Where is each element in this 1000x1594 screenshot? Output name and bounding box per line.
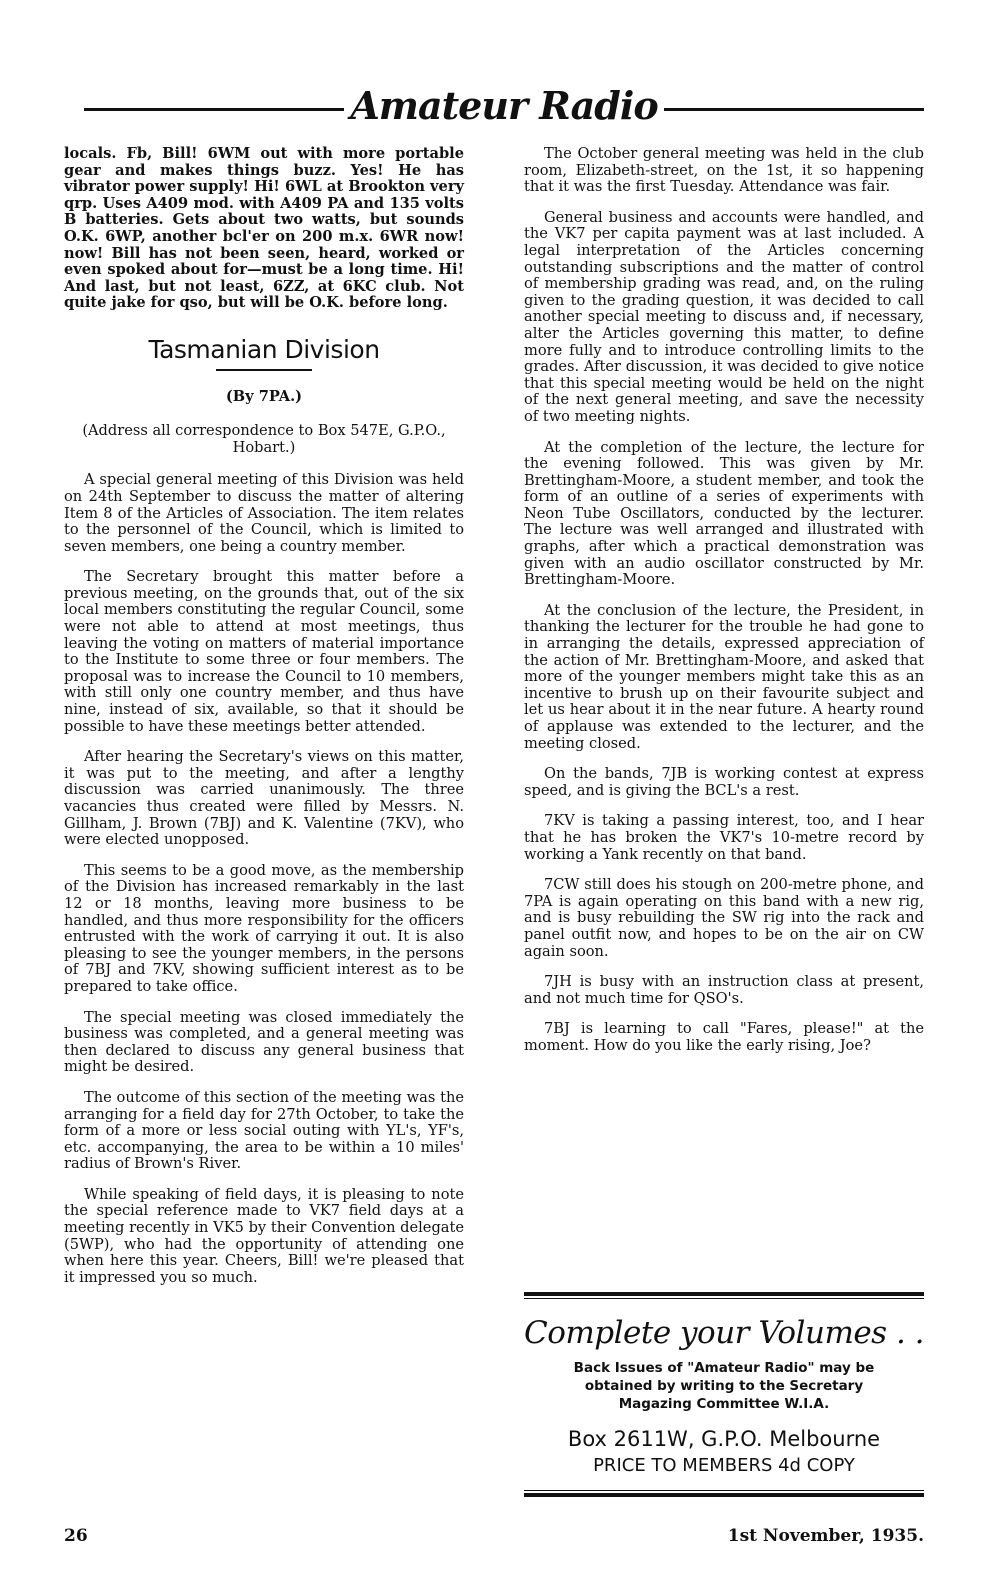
paragraph: After hearing the Secretary's views on this matter, it was put to the meeting, and after a lengthy discussion was carried unanimously. The three vacancies thus created were filled by Messrs. N. Gillham, J. Brown (7BJ) and K. Valentine (7KV), who were elected unopposed. xyxy=(64,748,464,849)
ad-bottom-rule xyxy=(524,1493,924,1497)
ad-bottom-rule-thin xyxy=(524,1490,924,1491)
paragraph: 7BJ is learning to call "Fares, please!" at the moment. How do you like the early rising, Joe? xyxy=(524,1020,924,1054)
paragraph: The Secretary brought this matter before a previous meeting, on the grounds that, out of the six local members constituting the regular Council, some were not able to attend at most meetings, thus leaving the voting on matters of material importance to the Institute to some three or four members. The proposal was to increase the Council to 10 members, with still only one country member, and thus have nine, instead of six, available, so that it should be possible to have these meetings better attended. xyxy=(64,568,464,735)
paragraph: General business and accounts were handled, and the VK7 per capita payment was at last included. A legal interpretation of the Articles concerning outstanding subscriptions and the matter of control of membership grading was read, and, on the ruling given to the grading question, it was decided to call another special meeting to discuss and, if necessary, alter the Articles governing this matter, to define more fully and to introduce controlling limits to the grades. After discussion, it was decided to give notice that this special meeting would be held on the night of the next general meeting, and save the necessity of two meeting nights. xyxy=(524,208,924,425)
left-intro-paragraph: locals. Fb, Bill! 6WM out with more portable gear and makes things buzz. Yes! He has vibrator power supply! Hi! 6WL at Brookton very qrp. Uses A409 mod. with A409 PA and 135 volts B batteries. Gets about two watts, but sounds O.K. 6WP, another bcl'er on 200 m.x. 6WR now! now! Bill has not been seen, heard, worked or even spoked about for—must be a long time. Hi! And last, but not least, 6ZZ, at 6KC club. Not quite jake for qso, but will be O.K. before long. xyxy=(64,145,464,312)
paragraph: The special meeting was closed immediately the business was completed, and a general meeting was then declared to discuss any general business that might be desired. xyxy=(64,1008,464,1076)
section-title-rule xyxy=(216,369,312,371)
address-note: (Address all correspondence to Box 547E, G.P.O., Hobart.) xyxy=(82,422,446,456)
issue-date: 1st November, 1935. xyxy=(727,1526,924,1546)
paragraph: 7CW still does his stough on 200-metre phone, and 7PA is again operating on this band with a new rig, and is busy rebuilding the SW rig into the rack and panel outfit now, and hopes to be on the air on CW again soon. xyxy=(524,876,924,960)
section-title: Tasmanian Division xyxy=(148,334,380,364)
paragraph: This seems to be a good move, as the membership of the Division has increased remarkably in the last 12 or 18 months, leaving more business to be handled, and thus more responsibility for the officers entrusted with the work of carrying it out. It is also pleasing to see the younger members, in the persons of 7BJ and 7KV, showing sufficient interest as to be prepared to take office. xyxy=(64,861,464,995)
ad-top-rule-thin xyxy=(524,1298,924,1299)
ad-top-rule xyxy=(524,1292,924,1296)
byline: (By 7PA.) xyxy=(225,387,303,405)
paragraph: A special general meeting of this Division was held on 24th September to discuss the matter of altering Item 8 of the Articles of Association. The item relates to the personnel of the Council, which is limited to seven members, one being a country member. xyxy=(64,471,464,555)
ad-headline: Complete your Volumes . . xyxy=(524,1315,925,1351)
page-footer xyxy=(64,1526,924,1550)
paragraph: While speaking of field days, it is pleasing to note the special reference made to VK7 field days at a meeting recently in VK5 by their Convention delegate (5WP), who had the opportunity of attending one when here this year. Cheers, Bill! we're pleased that it impressed you so much. xyxy=(64,1185,464,1286)
paragraph: On the bands, 7JB is working contest at express speed, and is giving the BCL's a rest. xyxy=(524,765,924,799)
paragraph: At the completion of the lecture, the lecture for the evening followed. This was given by Mr. Brettingham-Moore, a student member, and took the form of an outline of a series of experiments with Neon Tube Oscillators, conducted by the lecturer. The lecture was well arranged and illustrated with graphs, after which a practical demonstration was given with an audio oscillator constructed by Mr. Brettingham-Moore. xyxy=(524,438,924,589)
ad-blurb: Back Issues of "Amateur Radio" may be obtained by writing to the Secretary Magazing Committee W.I.A. xyxy=(573,1360,875,1412)
page-number: 26 xyxy=(64,1526,88,1546)
advertisement xyxy=(524,1292,924,1492)
paragraph: 7KV is taking a passing interest, too, and I hear that he has broken the VK7's 10-metre record by working a Yank recently on that band. xyxy=(524,812,924,863)
right-column xyxy=(524,146,924,1069)
ad-price: PRICE TO MEMBERS 4d COPY xyxy=(593,1455,855,1476)
masthead xyxy=(84,82,924,130)
ad-address: Box 2611W, G.P.O. Melbourne xyxy=(567,1427,881,1451)
masthead-title: Amateur Radio xyxy=(84,82,924,130)
paragraph: The outcome of this section of the meeting was the arranging for a field day for 27th October, to take the form of a more or less social outing with YL's, YF's, etc. accompanying, the area to be within a 10 miles' radius of Brown's River. xyxy=(64,1088,464,1173)
paragraph: At the conclusion of the lecture, the President, in thanking the lecturer for the trouble he had gone to in arranging the details, expressed appreciation of the action of Mr. Brettingham-Moore, and asked that more of the younger members might take this as an incentive to brush up on their favourite subject and let us hear about it in the near future. A hearty round of applause was extended to the lecturer, and the meeting closed. xyxy=(524,601,924,752)
left-column xyxy=(64,146,464,1300)
paragraph: The October general meeting was held in the club room, Elizabeth-street, on the 1st, it so happening that it was the first Tuesday. Attendance was fair. xyxy=(524,145,924,196)
paragraph: 7JH is busy with an instruction class at present, and not much time for QSO's. xyxy=(524,973,924,1007)
